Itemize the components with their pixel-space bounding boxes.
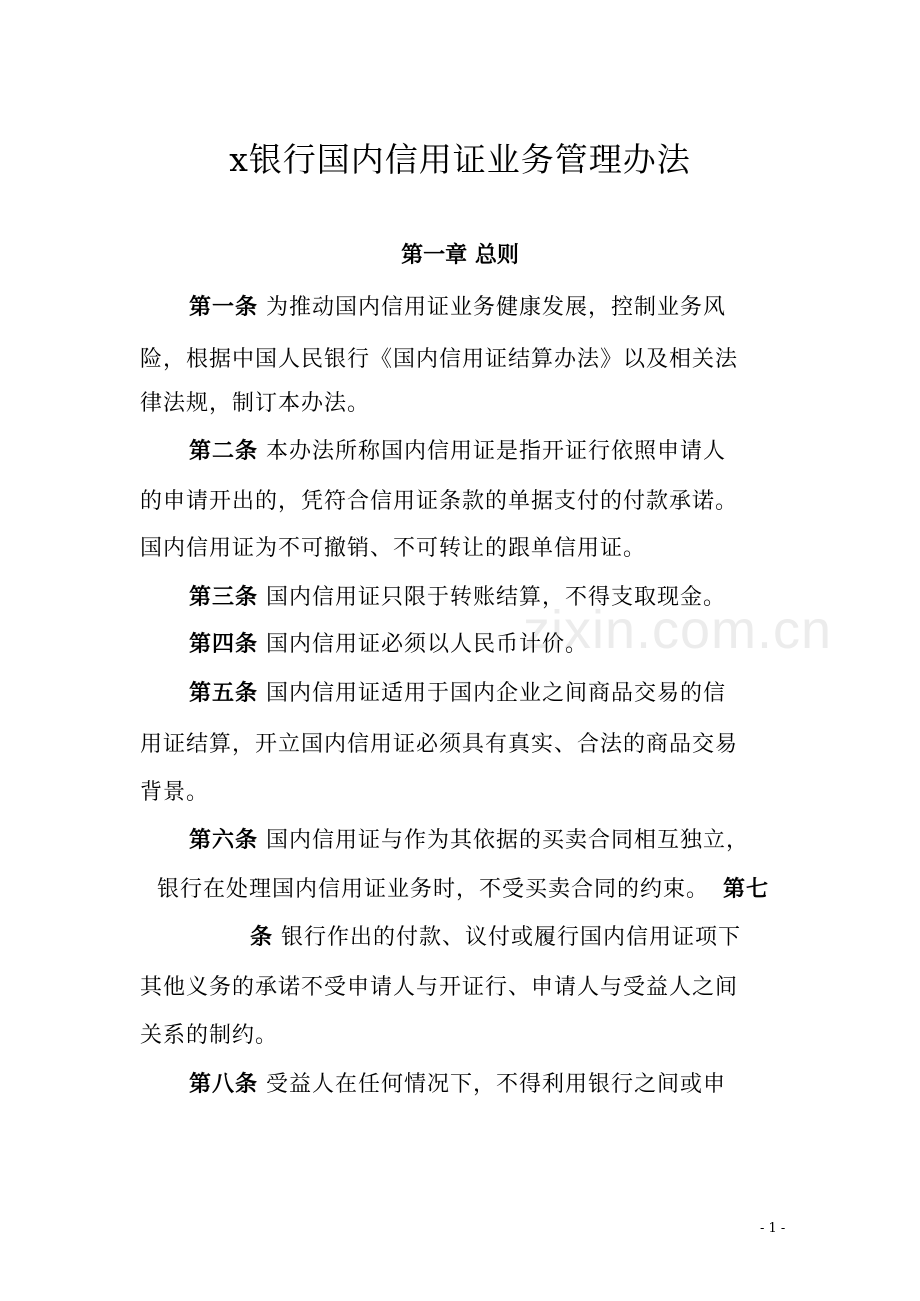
article-7-text-1: 银行作出的付款、议付或履行国内信用证项下 [281, 925, 742, 950]
article-7-line-3: 关系的制约。 [140, 1023, 279, 1048]
article-6-line-2 [157, 873, 769, 907]
article-5-line-2: 用证结算，开立国内信用证必须具有真实、合法的商品交易 [140, 732, 739, 757]
article-3-label: 第三条 [189, 585, 259, 610]
article-2-line-3: 国内信用证为不可撤销、不可转让的跟单信用证。 [140, 536, 647, 561]
article-6-label: 第六条 [189, 828, 259, 853]
article-6-text-1: 国内信用证与作为其依据的买卖合同相互独立， [266, 828, 750, 853]
article-2-label: 第二条 [189, 439, 259, 464]
article-7-label-part2: 条 [250, 925, 274, 950]
article-4-label: 第四条 [189, 632, 259, 657]
article-8-line-1 [189, 1068, 726, 1102]
article-2-line-2: 的申请开出的，凭符合信用证条款的单据支付的付款承诺。 [140, 489, 739, 514]
article-6-line-1 [189, 824, 749, 858]
article-1-label: 第一条 [189, 295, 259, 320]
article-4-text-1: 国内信用证必须以人民币计价。 [266, 632, 589, 657]
article-3-text-1: 国内信用证只限于转账结算，不得支取现金。 [266, 585, 727, 610]
document-title: x银行国内信用证业务管理办法 [229, 140, 691, 179]
article-1-line-1 [189, 291, 726, 325]
article-6-text-2: 银行在处理国内信用证业务时，不受买卖合同的约束。 [157, 877, 710, 902]
article-5-text-1: 国内信用证适用于国内企业之间商品交易的信 [266, 681, 727, 706]
article-1-line-3: 律法规，制订本办法。 [140, 391, 371, 416]
article-5-label: 第五条 [189, 681, 259, 706]
article-2-line-1 [189, 435, 726, 469]
page-number: - 1 - [760, 1221, 786, 1236]
article-8-label: 第八条 [189, 1072, 259, 1097]
article-3-line-1 [189, 581, 726, 615]
article-7-line-2: 其他义务的承诺不受申请人与开证行、申请人与受益人之间 [140, 975, 739, 1000]
watermark-text: zixin.com.cn [523, 600, 833, 660]
chapter-heading: 第一章 总则 [401, 243, 519, 268]
article-1-line-2: 险，根据中国人民银行《国内信用证结算办法》以及相关法 [140, 347, 739, 372]
article-7-label-part1: 第七 [723, 877, 770, 902]
article-7-line-1 [250, 921, 741, 955]
article-4-line-1 [189, 628, 588, 662]
article-5-line-3: 背景。 [140, 780, 210, 805]
article-5-line-1 [189, 677, 726, 711]
article-1-text-1: 为推动国内信用证业务健康发展，控制业务风 [266, 295, 727, 320]
article-2-text-1: 本办法所称国内信用证是指开证行依照申请人 [266, 439, 727, 464]
article-8-text-1: 受益人在任何情况下，不得利用银行之间或申 [266, 1072, 727, 1097]
